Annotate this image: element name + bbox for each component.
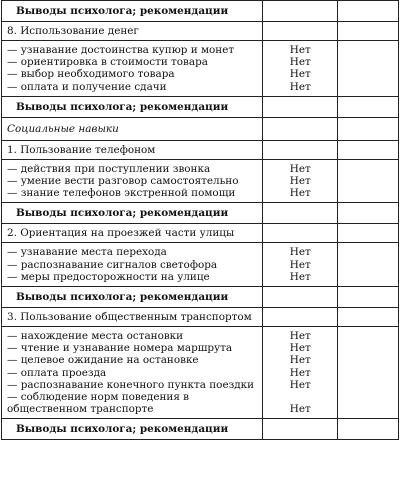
category-row	[2, 117, 399, 140]
section-title: 1. Пользование телефоном	[2, 140, 263, 159]
answer-cell	[263, 96, 338, 117]
item-answer: Нет	[289, 258, 311, 271]
items-row	[2, 159, 399, 203]
answer-cell	[263, 140, 338, 159]
notes-cell	[338, 96, 399, 117]
notes-cell	[338, 1, 399, 22]
conclusion-row	[2, 1, 399, 22]
item-answer: Нет	[289, 342, 311, 355]
answer-cell	[263, 224, 338, 243]
item-label: — узнавание достоинства купюр и монет	[7, 44, 235, 56]
item-label: — распознавание сигналов светофора	[7, 258, 218, 271]
item-answer: Нет	[289, 56, 311, 69]
item-label: — действия при поступлении звонка	[7, 162, 211, 175]
answer-cell	[263, 117, 338, 140]
section-title: 8. Использование денег	[2, 22, 263, 41]
notes-cell	[338, 140, 399, 159]
section-row	[2, 22, 399, 41]
item-label: — меры предосторожности на улице	[7, 270, 210, 283]
answer-cell	[263, 22, 338, 41]
answer-cell	[263, 159, 338, 203]
notes-cell	[338, 41, 399, 97]
items-cell	[2, 327, 263, 419]
items-row	[2, 243, 399, 287]
notes-cell	[338, 224, 399, 243]
notes-cell	[338, 287, 399, 308]
category-title: Социальные навыки	[2, 117, 263, 140]
answer-cell	[263, 419, 338, 440]
item-answer: Нет	[289, 68, 311, 81]
notes-cell	[338, 327, 399, 419]
notes-cell	[338, 243, 399, 287]
item-label: — чтение и узнавание номера маршрута	[7, 342, 233, 355]
conclusion-row	[2, 96, 399, 117]
answer-cell	[263, 41, 338, 97]
item-answer: Нет	[289, 175, 311, 188]
section-title: 2. Ориентация на проезжей части улицы	[2, 224, 263, 243]
item-label: — целевое ожидание на остановке	[7, 354, 199, 367]
items-row	[2, 41, 399, 97]
item-answer: Нет	[289, 378, 311, 391]
item-label: — выбор необходимого товара	[7, 68, 175, 81]
conclusion-row	[2, 203, 399, 224]
notes-cell	[338, 117, 399, 140]
item-label: — распознавание конечного пункта поездки	[7, 378, 255, 391]
answer-cell	[263, 308, 338, 327]
items-cell	[2, 41, 263, 97]
answer-cell	[263, 243, 338, 287]
section-title: 3. Пользование общественным транспортом	[2, 308, 263, 327]
items-cell	[2, 243, 263, 287]
item-label: — знание телефонов экстренной помощи	[7, 187, 236, 200]
item-answer: Нет	[289, 246, 311, 259]
item-label: — умение вести разговор самостоятельно	[7, 175, 239, 188]
conclusion-label: Выводы психолога; рекомендации	[2, 287, 263, 308]
answer-cell	[263, 203, 338, 224]
conclusion-label: Выводы психолога; рекомендации	[2, 203, 263, 224]
item-label: — ориентировка в стоимости товара	[7, 56, 208, 69]
conclusion-label: Выводы психолога; рекомендации	[2, 96, 263, 117]
item-label: — узнавание места перехода	[7, 246, 167, 259]
item-answer: Нет	[289, 270, 311, 283]
item-answer: Нет	[289, 354, 311, 367]
item-answer: Нет	[289, 330, 311, 343]
conclusion-row	[2, 287, 399, 308]
notes-cell	[338, 419, 399, 440]
answer-cell	[263, 1, 338, 22]
item-answer: Нет	[289, 80, 311, 93]
items-cell	[2, 159, 263, 203]
item-answer: Нет	[289, 403, 311, 416]
notes-cell	[338, 308, 399, 327]
section-row	[2, 308, 399, 327]
conclusion-label: Выводы психолога; рекомендации	[2, 419, 263, 440]
item-label: — оплата и получение сдачи	[7, 80, 167, 93]
conclusion-row	[2, 419, 399, 440]
item-label: — соблюдение норм поведения в общественном транспорте	[7, 391, 190, 416]
assessment-table-body	[2, 1, 399, 440]
notes-cell	[338, 203, 399, 224]
answer-cell	[263, 327, 338, 419]
section-row	[2, 140, 399, 159]
notes-cell	[338, 22, 399, 41]
conclusion-label: Выводы психолога; рекомендации	[2, 1, 263, 22]
item-answer: Нет	[289, 44, 311, 56]
item-label: — оплата проезда	[7, 366, 107, 379]
section-row	[2, 224, 399, 243]
item-answer: Нет	[289, 366, 311, 379]
items-row	[2, 327, 399, 419]
answer-cell	[263, 287, 338, 308]
item-answer: Нет	[289, 162, 311, 175]
assessment-table	[1, 0, 399, 440]
notes-cell	[338, 159, 399, 203]
item-answer: Нет	[289, 187, 311, 200]
item-label: — нахождение места остановки	[7, 330, 184, 343]
